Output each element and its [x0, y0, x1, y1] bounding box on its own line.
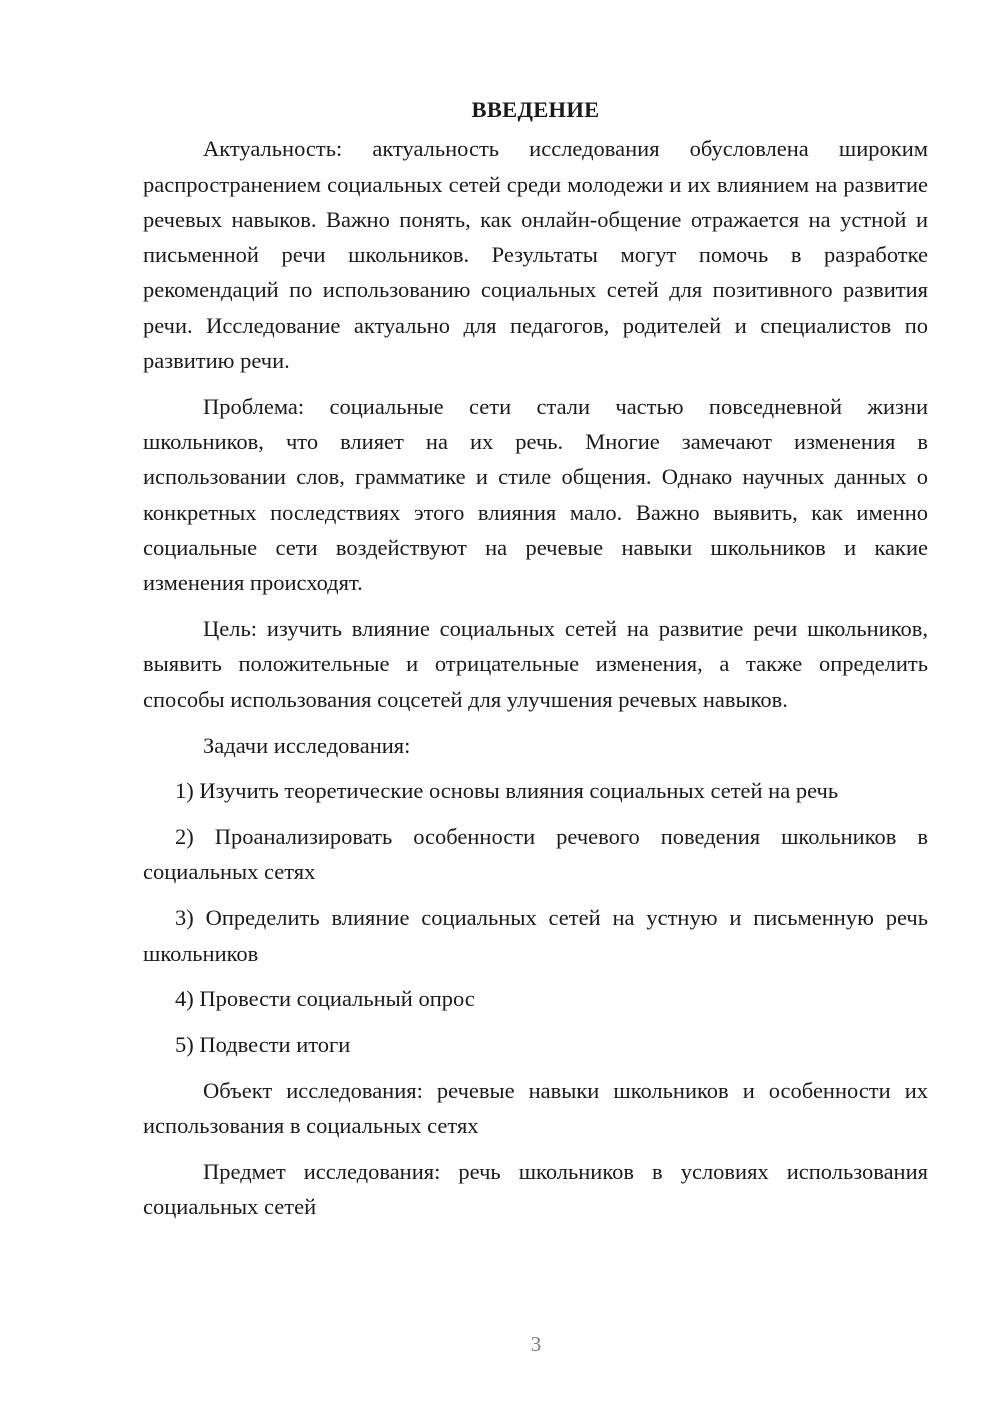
goal-paragraph: Цель: изучить влияние социальных сетей на развитие речи школьников, выявить положительные и отрицательные изменения, а также определить способы использования соцсетей для улучшения речевых навыков.: [143, 616, 928, 712]
task-item-2: 2) Проанализировать особенности речевого поведения школьников в социальных сетях: [143, 824, 928, 885]
object-paragraph: Объект исследования: речевые навыки школьников и особенности их использования в социальных сетях: [143, 1077, 928, 1139]
subject-paragraph: Предмет исследования: речь школьников в условиях использования социальных сетей: [143, 1159, 928, 1220]
page-title: ВВЕДЕНИЕ: [471, 97, 600, 122]
relevance-paragraph: Актуальность: актуальность исследования обусловлена широким распространением социальных сетей среди молодежи и их влиянием на развитие речевых навыков. Важно понять, как онлайн-общение отражается на устной и письменной речи школьников. Результаты могут помочь в разработке рекомендаций по использованию социальных сетей для позитивного развития речи. Исследование актуально для педагогов, родителей и специалистов по развитию речи.: [143, 136, 928, 374]
task-item-5: 5) Подвести итоги: [175, 1032, 351, 1058]
page-number: 3: [530, 1332, 542, 1356]
document-page: [143, 92, 928, 1235]
tasks-heading: Задачи исследования:: [203, 732, 411, 758]
problem-paragraph: Проблема: социальные сети стали частью повседневной жизни школьников, что влияет на их речь. Многие замечают изменения в использовании слов, грамматике и стиле общения. Однако научных данных о конкретных последствиях этого влияния мало. Важно выявить, как именно социальные сети воздействуют на речевые навыки школьников и какие изменения происходят.: [143, 393, 928, 596]
task-item-4: 4) Провести социальный опрос: [175, 986, 475, 1012]
task-item-1: 1) Изучить теоретические основы влияния социальных сетей на речь: [175, 778, 839, 804]
task-item-3: 3) Определить влияние социальных сетей на устную и письменную речь школьников: [143, 905, 928, 966]
